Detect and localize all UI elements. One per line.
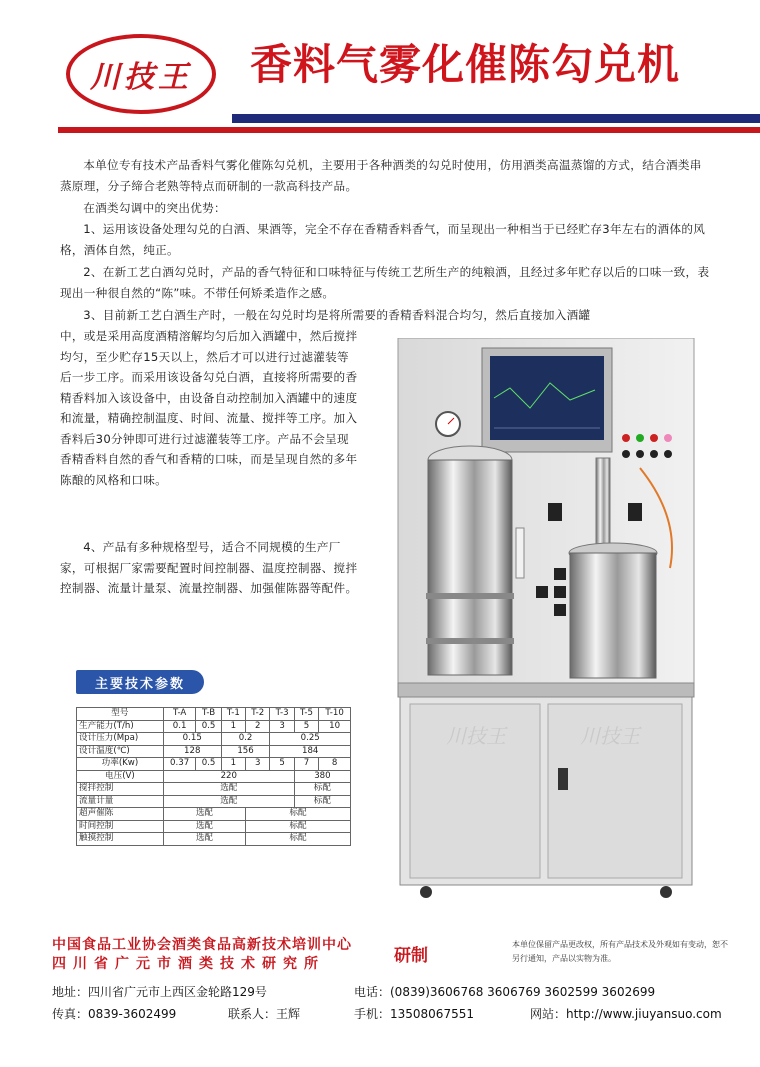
table-cell: 设计压力(Mpa): [77, 733, 164, 746]
table-cell: 生产能力(T/h): [77, 720, 164, 733]
right-tank: [570, 553, 656, 678]
table-cell: 3: [246, 758, 270, 771]
table-cell: 标配: [246, 833, 351, 846]
stirrer-shaft: [596, 458, 610, 548]
table-cell: 标配: [246, 820, 351, 833]
intro-paragraph-1: 本单位专有技术产品香料气雾化催陈勾兑机，主要用于各种酒类的勾兑时使用，仿用酒类高温蒸馏的方式，结合酒类串蒸原理，分子缔合老熟等特点而研制的一款高科技产品。: [60, 158, 702, 193]
wheel: [660, 886, 672, 898]
table-cell: 8: [319, 758, 351, 771]
table-cell: 7: [294, 758, 318, 771]
table-cell: 标配: [246, 808, 351, 821]
table-cell: T-B: [196, 708, 221, 721]
advantage-3-lead: 3、目前新工艺白酒生产时，一般在勾兑时均是将所需要的香精香料混合均匀，然后直接加入酒罐: [83, 308, 591, 322]
table-cell: 156: [221, 745, 270, 758]
table-cell: 标配: [294, 795, 350, 808]
table-cell: 1: [221, 758, 245, 771]
table-row: [77, 745, 351, 758]
phone-numbers: 电话：(0839)3606768 3606769 3602599 3602699: [354, 985, 656, 999]
website: 网站：http://www.jiuyansuo.com: [530, 1007, 722, 1021]
spec-heading: 主要技术参数: [76, 670, 204, 694]
flow-meter: [516, 528, 524, 578]
table-cell: 选配: [163, 833, 245, 846]
wheel: [420, 886, 432, 898]
table-cell: 型号: [77, 708, 164, 721]
advantage-2: 2、在新工艺白酒勾兑时，产品的香气特征和口味特征与传统工艺所生产的纯粮酒，且经过多年贮存以后的口味一致，表现出一种很自然的“陈”味。不带任何矫柔造作之感。: [60, 265, 710, 300]
table-cell: 2: [246, 720, 270, 733]
spec-table: [76, 707, 351, 846]
table-cell: 选配: [163, 820, 245, 833]
door-handle: [558, 768, 568, 790]
contact-person: 联系人：王辉: [228, 1007, 301, 1021]
table-cell: 184: [270, 745, 351, 758]
table-cell: 0.1: [163, 720, 196, 733]
table-cell: 时间控制: [77, 820, 164, 833]
header-rule-red: [58, 127, 760, 133]
table-cell: 0.5: [196, 758, 221, 771]
table-cell: 3: [270, 720, 294, 733]
table-cell: 选配: [163, 783, 294, 796]
table-row: [77, 733, 351, 746]
table-row: [77, 833, 351, 846]
table-row: [77, 708, 351, 721]
table-cell: 10: [319, 720, 351, 733]
org-name-1: 中国食品工业协会酒类食品高新技术培训中心: [52, 937, 352, 953]
address: 地址：四川省广元市上西区金轮路129号: [52, 985, 267, 999]
table-cell: 电压(V): [77, 770, 164, 783]
table-cell: 超声催陈: [77, 808, 164, 821]
table-row: [77, 770, 351, 783]
mobile-number: 手机：13508067551: [354, 1007, 474, 1021]
table-cell: 0.15: [163, 733, 221, 746]
intro-paragraph-2: 在酒类勾调中的突出优势：: [83, 201, 226, 215]
table-row: [77, 783, 351, 796]
table-cell: 标配: [294, 783, 350, 796]
table-cell: 128: [163, 745, 221, 758]
org-suffix: 研制: [394, 946, 428, 966]
display-screen: [490, 356, 604, 440]
logo-text: 川技王: [90, 60, 192, 95]
table-cell: 5: [270, 758, 294, 771]
table-cell: T-1: [221, 708, 245, 721]
table-cell: 0.5: [196, 720, 221, 733]
table-cell: 流量计量: [77, 795, 164, 808]
door-watermark-left: 川技王: [446, 724, 506, 748]
machine-photo: [390, 338, 716, 898]
table-row: [77, 820, 351, 833]
page-title: 香料气雾化催陈勾兑机: [250, 40, 681, 89]
table-cell: 设计温度(℃): [77, 745, 164, 758]
table-row: [77, 720, 351, 733]
brand-logo: [66, 34, 216, 114]
table-cell: T-5: [294, 708, 318, 721]
table-cell: T-3: [270, 708, 294, 721]
table-cell: 搅拌控制: [77, 783, 164, 796]
table-cell: 0.37: [163, 758, 196, 771]
table-cell: T-2: [246, 708, 270, 721]
table-cell: 0.25: [270, 733, 351, 746]
table-cell: 选配: [163, 795, 294, 808]
advantage-3-body: 中，或是采用高度酒精溶解均匀后加入酒罐中，然后搅拌均匀，至少贮存15天以上，然后才可以进行过滤灌装等后一步工序。而采用该设备勾兑白酒，直接将所需要的香精香料加入该设备中，由设备自动控制加入酒罐中的速度和流量，精确控制温度、时间、流量、搅拌等工序。加入香料后30分钟即可进行过滤灌装等工序。产品不会呈现香精香料自然的香气和香精的口味，而是呈现自然的多年陈酿的风格和口味。: [60, 329, 358, 487]
table-row: [77, 758, 351, 771]
org-name-2: 四川省广元市酒类技术研究所: [52, 956, 325, 972]
table-row: [77, 795, 351, 808]
table-cell: 0.2: [221, 733, 270, 746]
table-row: [77, 808, 351, 821]
table-cell: 1: [221, 720, 245, 733]
header-rule-blue: [232, 114, 760, 123]
table-cell: 380: [294, 770, 350, 783]
disclaimer: 本单位保留产品更改权，所有产品技术及外观如有变动，恕不另行通知，产品以实物为准。: [512, 940, 728, 963]
fax-number: 传真：0839-3602499: [52, 1007, 177, 1021]
table-cell: 触摸控制: [77, 833, 164, 846]
table-cell: 220: [163, 770, 294, 783]
table-cell: 5: [294, 720, 318, 733]
door-watermark-right: 川技王: [580, 724, 640, 748]
table-cell: T-10: [319, 708, 351, 721]
advantage-4: 4、产品有多种规格型号，适合不同规模的生产厂家，可根据厂家需要配置时间控制器、温度控制器、搅拌控制器、流量计量泵、流量控制器、加强催陈器等配件。: [60, 540, 358, 595]
table-cell: T-A: [163, 708, 196, 721]
advantage-1: 1、运用该设备处理勾兑的白酒、果酒等，完全不存在香精香料香气，而呈现出一种相当于已经贮存3年左右的酒体的风格，酒体自然，纯正。: [60, 222, 706, 257]
table-cell: 功率(Kw): [77, 758, 164, 771]
table-cell: 选配: [163, 808, 245, 821]
